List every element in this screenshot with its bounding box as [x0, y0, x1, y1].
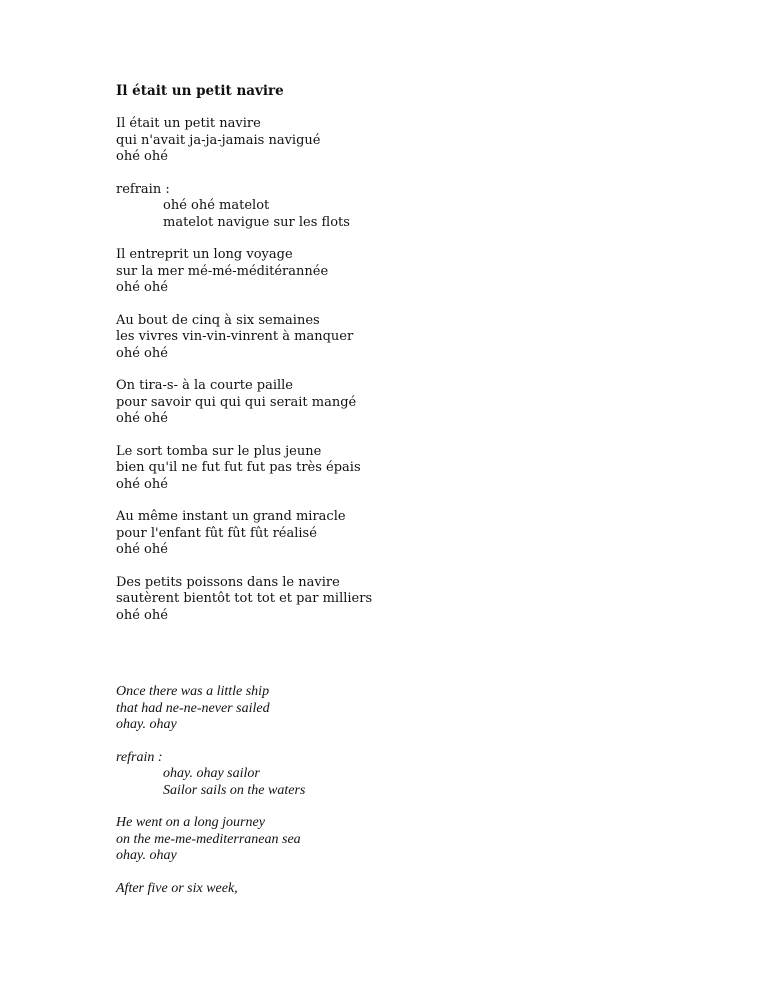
- song-title: Il était un petit navire: [116, 83, 284, 99]
- lyric-line: ohé ohé matelot: [163, 198, 270, 213]
- refrain-english: [116, 750, 305, 800]
- verse-2: [116, 247, 676, 297]
- verse-1: [116, 116, 676, 166]
- verse-3: [116, 313, 676, 363]
- lyric-line: pour l'enfant fût fût fût réalisé: [116, 525, 317, 541]
- lyric-line: Once there was a little ship: [116, 684, 270, 699]
- french-lyrics: [116, 116, 676, 624]
- lyric-line: Sailor sails on the waters: [163, 782, 306, 798]
- lyric-line: on the me-me-mediterranean sea: [116, 831, 301, 847]
- verse-3-english: [116, 881, 305, 898]
- refrain-label: refrain :: [116, 181, 170, 197]
- refrain-label: refrain :: [116, 749, 163, 765]
- lyric-line: Au même instant un grand miracle: [116, 509, 346, 524]
- lyric-line: ohay. ohay sailor: [163, 766, 260, 781]
- lyric-line: pour savoir qui qui qui serait mangé: [116, 394, 357, 410]
- lyric-line: Il entreprit un long voyage: [116, 247, 293, 262]
- lyric-line: ohé ohé: [116, 411, 168, 426]
- lyric-line: ohé ohé: [116, 476, 168, 492]
- lyric-line: Il était un petit navire: [116, 116, 261, 131]
- lyric-line: matelot navigue sur les flots: [163, 214, 350, 230]
- lyric-line: that had ne-ne-never sailed: [116, 700, 270, 716]
- lyric-line: ohé ohé: [116, 345, 168, 361]
- lyric-line: qui n'avait ja-ja-jamais navigué: [116, 132, 321, 148]
- lyric-line: On tira-s- à la courte paille: [116, 378, 294, 393]
- verse-7: [116, 575, 676, 625]
- verse-1-english: [116, 684, 305, 734]
- lyric-line: After five or six week,: [116, 880, 238, 896]
- lyric-line: les vivres vin-vin-vinrent à manquer: [116, 329, 354, 344]
- lyric-line: ohé ohé: [116, 280, 168, 295]
- lyric-line: ohay. ohay: [116, 848, 177, 863]
- english-lyrics: [116, 684, 305, 913]
- lyric-line: He went on a long journey: [116, 815, 265, 830]
- verse-4: [116, 378, 676, 428]
- verse-5: [116, 444, 676, 494]
- lyric-line: Des petits poissons dans le navire: [116, 574, 340, 590]
- lyric-line: Le sort tomba sur le plus jeune: [116, 443, 322, 459]
- lyric-line: bien qu'il ne fut fut fut pas très épais: [116, 460, 361, 475]
- lyric-line: ohé ohé: [116, 149, 168, 164]
- lyric-line: ohay. ohay: [116, 717, 177, 732]
- lyrics-page: [116, 83, 676, 896]
- lyric-line: sautèrent bientôt tot tot et par milliers: [116, 591, 373, 606]
- lyric-line: ohé ohé: [116, 542, 168, 557]
- refrain: [116, 182, 676, 232]
- lyric-line: Au bout de cinq à six semaines: [116, 312, 320, 328]
- lyric-line: sur la mer mé-mé-méditérannée: [116, 263, 329, 279]
- verse-2-english: [116, 815, 305, 865]
- verse-6: [116, 509, 676, 559]
- lyric-line: ohé ohé: [116, 607, 168, 623]
